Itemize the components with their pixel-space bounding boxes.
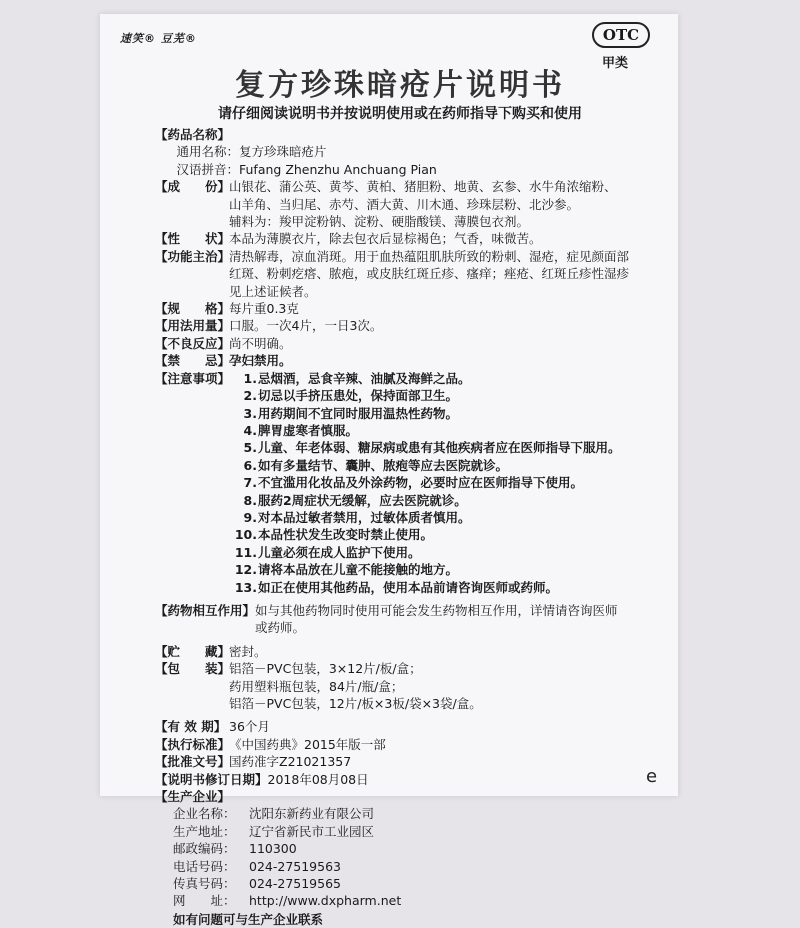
section-value bbox=[255, 602, 655, 637]
section-manufacturer bbox=[155, 788, 655, 805]
section-value: 本品为薄膜衣片，除去包衣后显棕褐色；气香，味微苦。 bbox=[229, 231, 542, 247]
section-value: 口服。一次4片，一日3次。 bbox=[229, 318, 383, 334]
precaution-number: 7. bbox=[243, 475, 257, 491]
precaution-item bbox=[229, 579, 655, 596]
precaution-number: 5. bbox=[243, 440, 257, 456]
precaution-text: 忌烟酒，忌食辛辣、油腻及海鲜之品。 bbox=[258, 370, 471, 386]
manufacturer-key: 邮政编码： bbox=[173, 841, 236, 857]
otc-class-label: 甲类 bbox=[602, 56, 629, 71]
precaution-number: 13. bbox=[234, 579, 257, 595]
precautions-list bbox=[229, 370, 655, 596]
section-packaging bbox=[155, 660, 655, 712]
indications-line: 见上述证候者。 bbox=[229, 283, 317, 299]
brand-logo: 速笑® 豆芜® bbox=[120, 32, 197, 45]
ingredients-line: 山银花、蒲公英、黄芩、黄柏、猪胆粉、地黄、玄参、水牛角浓缩粉、 bbox=[229, 179, 617, 195]
manufacturer-value: 110300 bbox=[249, 841, 297, 857]
section-label: 【执行标准】 bbox=[155, 736, 231, 752]
precaution-text: 儿童、年老体弱、糖尿病或患有其他疾病者应在医师指导下服用。 bbox=[258, 440, 621, 456]
precaution-item bbox=[229, 405, 655, 422]
manufacturer-row bbox=[155, 892, 655, 909]
section-spec bbox=[155, 300, 655, 317]
manufacturer-key: 生产地址： bbox=[173, 823, 236, 839]
section-dosage bbox=[155, 317, 655, 334]
section-appearance bbox=[155, 230, 655, 247]
section-value: 密封。 bbox=[229, 643, 267, 659]
precaution-number: 4. bbox=[243, 422, 257, 438]
section-value: 国药准字Z21021357 bbox=[229, 754, 352, 770]
precaution-number: 6. bbox=[243, 457, 257, 473]
packaging-line: 铝箔－PVC包装，3×12片/板/盒； bbox=[229, 661, 422, 677]
precaution-item bbox=[229, 457, 655, 474]
precaution-text: 服药2周症状无缓解，应去医院就诊。 bbox=[258, 492, 467, 508]
manufacturer-value: 辽宁省新民市工业园区 bbox=[249, 823, 375, 839]
precaution-item bbox=[229, 370, 655, 387]
precaution-item bbox=[229, 474, 655, 491]
section-label: 【功能主治】 bbox=[155, 248, 231, 264]
leaflet-content bbox=[155, 126, 658, 928]
precaution-item bbox=[229, 422, 655, 439]
precaution-item bbox=[229, 492, 655, 509]
ingredients-line: 辅料为：羧甲淀粉钠、淀粉、硬脂酸镁、薄膜包衣剂。 bbox=[229, 214, 530, 230]
section-label: 【注意事项】 bbox=[155, 370, 231, 386]
section-drug-name bbox=[155, 126, 655, 143]
section-label: 【药物相互作用】 bbox=[155, 602, 256, 618]
precaution-text: 儿童必须在成人监护下使用。 bbox=[258, 544, 421, 560]
section-indications bbox=[155, 248, 655, 300]
section-revision bbox=[155, 771, 655, 788]
precaution-number: 12. bbox=[234, 562, 257, 578]
precaution-text: 本品性状发生改变时禁止使用。 bbox=[258, 527, 434, 543]
indications-line: 清热解毒，凉血消斑。用于血热蕴阻肌肤所致的粉刺、湿疮，症见颜面部 bbox=[229, 248, 630, 264]
read-notice: 请仔细阅读说明书并按说明使用或在药师指导下购买和使用 bbox=[218, 106, 582, 122]
generic-name-label: 通用名称： bbox=[176, 144, 239, 160]
section-value: 孕妇禁用。 bbox=[229, 353, 292, 369]
precaution-number: 8. bbox=[243, 492, 257, 508]
interactions-line: 如与其他药物同时使用可能会发生药物相互作用，详情请咨询医师 bbox=[255, 602, 618, 618]
section-label: 【性 状】 bbox=[155, 231, 231, 247]
precaution-item bbox=[229, 526, 655, 543]
section-approval bbox=[155, 753, 655, 770]
section-value: 每片重0.3克 bbox=[229, 301, 299, 317]
section-value bbox=[229, 660, 655, 712]
otc-badge: OTC bbox=[592, 22, 650, 48]
section-value bbox=[229, 178, 655, 230]
precaution-item bbox=[229, 509, 655, 526]
manufacturer-website: http://www.dxpharm.net bbox=[249, 893, 402, 909]
manufacturer-value: 024-27519563 bbox=[249, 858, 341, 874]
section-label: 【贮 藏】 bbox=[155, 643, 231, 659]
corner-mark: e bbox=[646, 766, 658, 787]
section-precautions bbox=[155, 370, 655, 596]
section-value: 《中国药典》2015年版一部 bbox=[229, 736, 386, 752]
section-label: 【生产企业】 bbox=[155, 789, 231, 805]
precaution-text: 对本品过敏者禁用，过敏体质者慎用。 bbox=[258, 509, 471, 525]
precaution-number: 2. bbox=[243, 388, 257, 404]
precaution-item bbox=[229, 561, 655, 578]
manufacturer-row bbox=[155, 805, 655, 822]
pinyin-row bbox=[155, 161, 655, 178]
section-label: 【规 格】 bbox=[155, 301, 231, 317]
section-value: 尚不明确。 bbox=[229, 335, 292, 351]
section-label: 【成 份】 bbox=[155, 179, 231, 195]
interactions-line: 或药师。 bbox=[255, 620, 306, 636]
precaution-number: 9. bbox=[243, 509, 257, 525]
packaging-line: 铝箔－PVC包装，12片/板×3板/袋×3袋/盒。 bbox=[229, 696, 482, 711]
manufacturer-row bbox=[155, 840, 655, 857]
precaution-text: 脾胃虚寒者慎服。 bbox=[258, 422, 359, 438]
section-value: 2018年08月08日 bbox=[267, 771, 369, 787]
precaution-text: 如正在使用其他药品，使用本品前请咨询医师或药师。 bbox=[258, 579, 559, 595]
section-value: 36个月 bbox=[229, 719, 270, 735]
section-label: 【有 效 期】 bbox=[155, 719, 227, 735]
section-label: 【用法用量】 bbox=[155, 318, 231, 334]
section-label: 【不良反应】 bbox=[155, 335, 231, 351]
section-ingredients bbox=[155, 178, 655, 230]
precaution-item bbox=[229, 387, 655, 404]
indications-line: 红斑、粉刺疙瘩、脓疱，或皮肤红斑丘疹、瘙痒；痤疮、红斑丘疹性湿疹 bbox=[229, 266, 630, 282]
section-interactions bbox=[155, 602, 655, 637]
section-label: 【禁 忌】 bbox=[155, 353, 231, 369]
manufacturer-key: 电话号码： bbox=[173, 858, 236, 874]
page-title: 复方珍珠暗疮片说明书 bbox=[235, 68, 565, 103]
manufacturer-row bbox=[155, 823, 655, 840]
section-label: 【药品名称】 bbox=[155, 127, 231, 142]
manufacturer-value: 024-27519565 bbox=[249, 876, 341, 892]
precaution-text: 请将本品放在儿童不能接触的地方。 bbox=[258, 562, 459, 578]
section-standard bbox=[155, 736, 655, 753]
generic-name-row bbox=[155, 143, 655, 160]
section-label: 【包 装】 bbox=[155, 661, 231, 677]
manufacturer-key: 传真号码： bbox=[173, 876, 236, 892]
contact-footer: 如有问题可与生产企业联系 bbox=[173, 911, 324, 927]
precaution-item bbox=[229, 544, 655, 561]
section-value bbox=[229, 248, 655, 300]
manufacturer-row bbox=[155, 858, 655, 875]
precaution-text: 用药期间不宜同时服用温热性药物。 bbox=[258, 405, 459, 421]
manufacturer-key: 企业名称： bbox=[173, 806, 236, 822]
ingredients-line: 山羊角、当归尾、赤芍、酒大黄、川木通、珍珠层粉、北沙参。 bbox=[229, 196, 580, 212]
section-label: 【批准文号】 bbox=[155, 754, 231, 770]
section-adverse bbox=[155, 335, 655, 352]
manufacturer-row bbox=[155, 875, 655, 892]
precaution-number: 3. bbox=[243, 405, 257, 421]
generic-name-value: 复方珍珠暗疮片 bbox=[239, 144, 327, 160]
section-storage bbox=[155, 643, 655, 660]
section-contraindications bbox=[155, 352, 655, 369]
section-label: 【说明书修订日期】 bbox=[155, 771, 268, 787]
precaution-item bbox=[229, 439, 655, 456]
manufacturer-key: 网 址： bbox=[173, 893, 236, 909]
precaution-text: 切忌以手挤压患处，保持面部卫生。 bbox=[258, 388, 459, 404]
precaution-number: 10. bbox=[234, 527, 257, 543]
manufacturer-value: 沈阳东新药业有限公司 bbox=[249, 806, 375, 822]
precaution-text: 如有多量结节、囊肿、脓疱等应去医院就诊。 bbox=[258, 457, 509, 473]
packaging-line: 药用塑料瓶包装，84片/瓶/盒； bbox=[229, 678, 404, 694]
pinyin-label: 汉语拼音： bbox=[176, 161, 239, 177]
precaution-text: 不宜滥用化妆品及外涂药物，必要时应在医师指导下使用。 bbox=[258, 475, 584, 491]
section-validity bbox=[155, 718, 655, 735]
pinyin-value: Fufang Zhenzhu Anchuang Pian bbox=[239, 161, 437, 177]
precaution-number: 1. bbox=[243, 370, 257, 386]
precaution-number: 11. bbox=[234, 544, 257, 560]
